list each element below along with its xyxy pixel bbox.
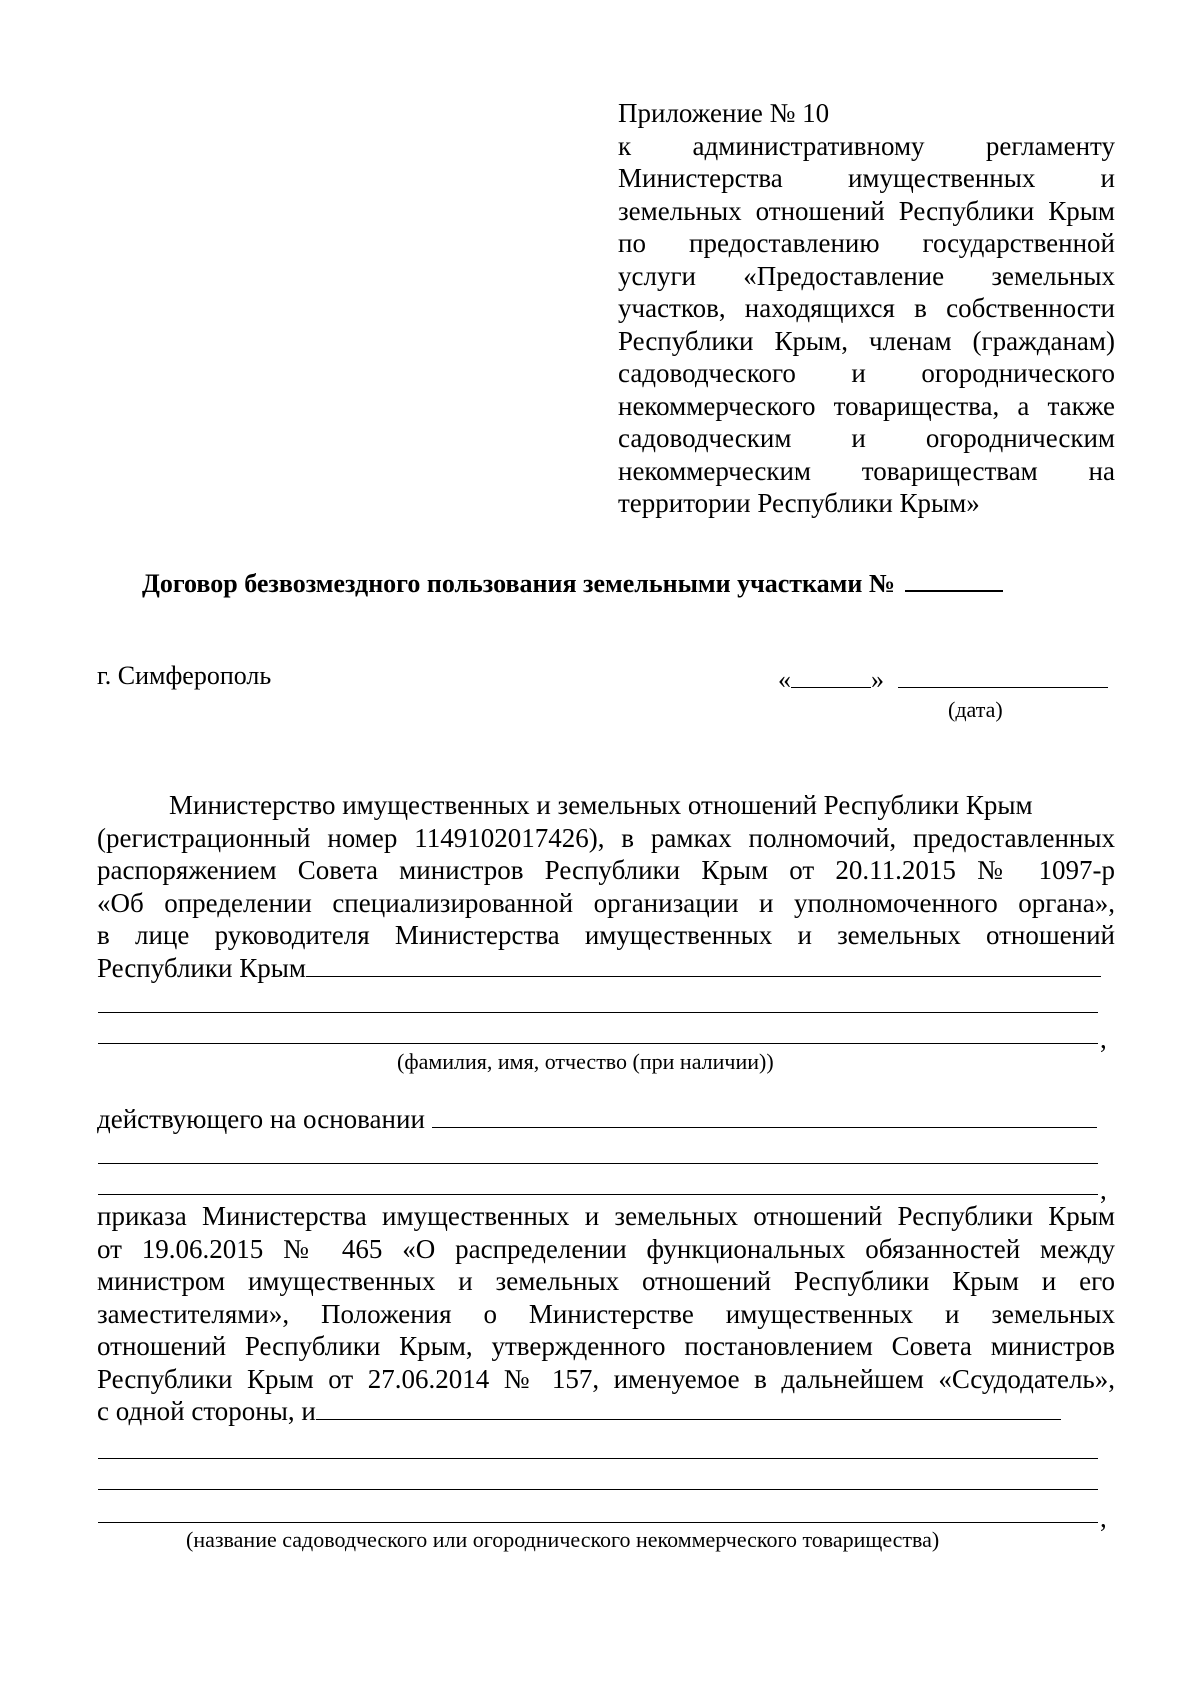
basis-line: [97, 1103, 1115, 1136]
date-open-quote: «: [778, 665, 791, 694]
comma: ,: [1100, 1024, 1107, 1054]
contract-title: [142, 568, 1142, 599]
contract-number-blank[interactable]: [905, 568, 1003, 592]
paragraph-line-text: Республики Крым: [97, 952, 306, 983]
city: г. Симферополь: [97, 661, 272, 690]
date-month-blank[interactable]: [898, 667, 1108, 688]
partnership-blank-line-4[interactable]: [98, 1522, 1098, 1523]
paragraph-line: отношений Республики Крым, утвержденного постановлением Совета министров: [97, 1331, 1115, 1361]
partnership-name-blank[interactable]: [316, 1397, 1061, 1420]
paragraph-line: приказа Министерства имущественных и земельных отношений Республики Крым: [97, 1201, 1115, 1231]
paragraph-line: министром имущественных и земельных отношений Республики Крым и его: [97, 1266, 1115, 1296]
appendix-line: участков, находящихся в собственности: [618, 293, 1115, 323]
head-name-blank-line-2[interactable]: [98, 1012, 1098, 1013]
appendix-line: садоводческим и огородническим: [618, 423, 1115, 453]
contract-title-text: Договор безвозмездного пользования земельными участками №: [142, 569, 895, 598]
appendix-line: некоммерческим товариществам на: [618, 455, 1115, 486]
paragraph-line: в лице руководителя Министерства имущественных и земельных отношений: [97, 920, 1115, 950]
date-caption: (дата): [948, 697, 1003, 722]
paragraph-line-text: с одной стороны, и: [97, 1396, 316, 1426]
paragraph-ministry: [97, 789, 1115, 984]
appendix-line: территории Республики Крым»: [618, 488, 980, 518]
appendix-header: [618, 97, 1115, 520]
basis-blank-line-2[interactable]: [98, 1163, 1098, 1164]
appendix-line: Приложение № 10: [618, 98, 830, 128]
paragraph-line: Республики Крым от 27.06.2014 № 157, именуемое в дальнейшем «Ссудодатель»,: [97, 1363, 1115, 1394]
head-name-blank[interactable]: [306, 954, 1101, 977]
date-close-quote: »: [871, 665, 884, 694]
head-name-blank-line-3[interactable]: [98, 1043, 1098, 1044]
basis-blank[interactable]: [432, 1105, 1097, 1128]
paragraph-line: (регистрационный номер 1149102017426), в рамках полномочий, предоставленных: [97, 822, 1115, 853]
paragraph-line: [97, 952, 1115, 985]
paragraph-line: [97, 1395, 1115, 1428]
paragraph-line: «Об определении специализированной организации и уполномоченного органа»,: [97, 887, 1115, 918]
appendix-line: Министерства имущественных и: [618, 163, 1115, 193]
basis-row: [97, 1103, 1115, 1136]
paragraph-line: от 19.06.2015 № 465 «О распределении функциональных обязанностей между: [97, 1233, 1115, 1264]
date-day-blank[interactable]: [791, 667, 871, 688]
paragraph-line: Министерство имущественных и земельных отношений Республики Крым: [169, 790, 1033, 820]
partnership-blank-line-3[interactable]: [98, 1489, 1098, 1490]
name-caption: (фамилия, имя, отчество (при наличии)): [397, 1049, 774, 1074]
paragraph-order: [97, 1200, 1115, 1428]
comma: ,: [1100, 1503, 1107, 1533]
appendix-line: к административному регламенту: [618, 130, 1115, 161]
basis-label: действующего на основании: [97, 1104, 425, 1134]
appendix-line: земельных отношений Республики Крым: [618, 195, 1115, 226]
comma: ,: [1100, 1175, 1107, 1205]
partnership-blank-line-2[interactable]: [98, 1458, 1098, 1459]
paragraph-line: распоряжением Совета министров Республики Крым от 20.11.2015 № 1097-р: [97, 855, 1115, 885]
appendix-line: некоммерческого товарищества, а также: [618, 390, 1115, 421]
date-row: [778, 665, 1108, 695]
appendix-line: садоводческого и огороднического: [618, 358, 1115, 388]
appendix-line: по предоставлению государственной: [618, 228, 1115, 258]
appendix-line: услуги «Предоставление земельных: [618, 260, 1115, 291]
paragraph-line: заместителями», Положения о Министерстве имущественных и земельных: [97, 1298, 1115, 1329]
basis-blank-line-3[interactable]: [98, 1194, 1098, 1195]
appendix-line: Республики Крым, членам (гражданам): [618, 325, 1115, 356]
partnership-caption: (название садоводческого или огороднического некоммерческого товарищества): [186, 1527, 940, 1552]
